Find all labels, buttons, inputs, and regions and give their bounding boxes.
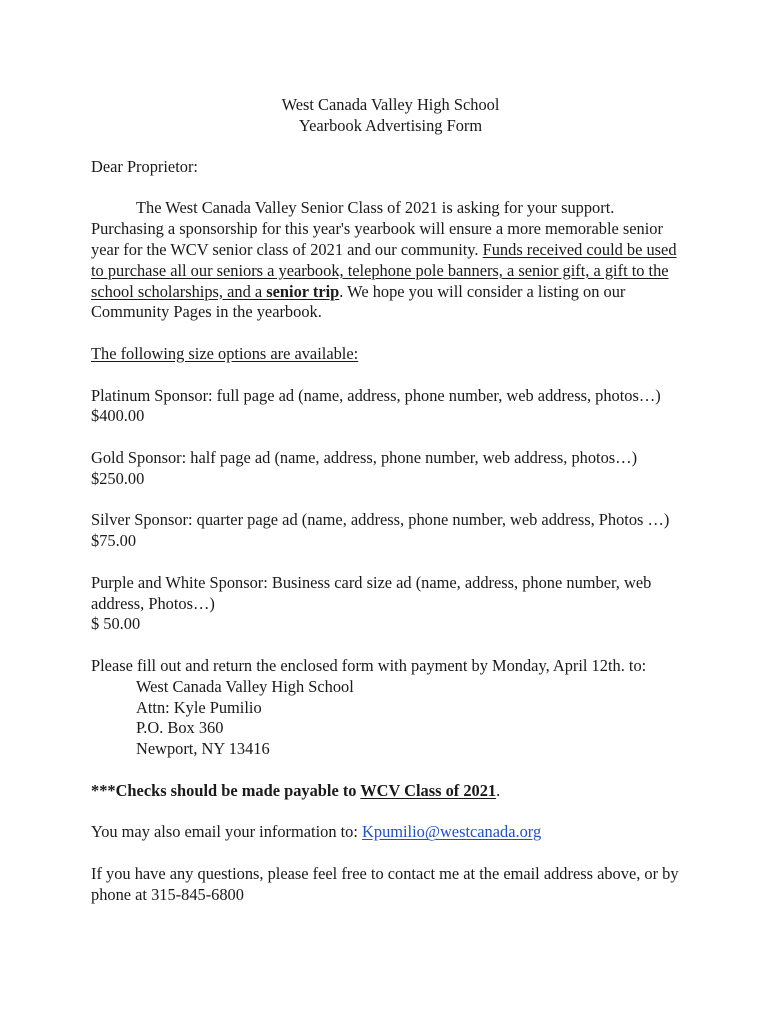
intro-closing: . We hope you will consider a listing on our Community Pages in the yearbook. — [91, 281, 626, 322]
letter-header — [90, 94, 691, 136]
intro-paragraph — [91, 198, 691, 323]
intro-senior-trip: senior trip — [266, 281, 340, 301]
intro-funds-underlined: Funds received could be used to purchase all our seniors a yearbook, telephone pole banners, a senior gift, a gift to the school scholarships, and a — [91, 239, 677, 301]
options-heading: The following size options are available: — [91, 343, 359, 363]
checks-payee: WCV Class of 2021 — [360, 780, 497, 800]
school-name: West Canada Valley High School — [281, 95, 500, 114]
email-line — [91, 822, 691, 843]
mailing-address — [91, 677, 691, 760]
address-line-4: Newport, NY 13416 — [136, 739, 270, 759]
form-title: Yearbook Advertising Form — [298, 116, 483, 135]
sponsor-gold: Gold Sponsor: half page ad (name, address, phone number, web address, photos…) $250.00 — [91, 447, 638, 488]
checks-prefix: ***Checks should be made payable to — [91, 780, 361, 800]
intro-text: The West Canada Valley Senior Class of 2021 is asking for your support. Purchasing a sponsorship for this year's yearbook will ensure a more memorable senior year for the WCV senior class of 2021 and our community. — [91, 198, 663, 259]
return-instructions: Please fill out and return the enclosed form with payment by Monday, April 12th. to: — [91, 655, 647, 675]
address-line-2: Attn: Kyle Pumilio — [136, 697, 262, 717]
checks-suffix: . — [496, 780, 501, 800]
sponsor-purple-white: Purple and White Sponsor: Business card size ad (name, address, phone number, web address, Photos…) — [91, 572, 652, 613]
questions-paragraph: If you have any questions, please feel free to contact me at the email address above, or by phone at 315-845-6800 — [91, 863, 679, 904]
letter-body — [91, 94, 691, 905]
address-line-1: West Canada Valley High School — [136, 676, 354, 696]
email-line-text: You may also email your information to: — [91, 822, 363, 842]
sponsor-platinum: Platinum Sponsor: full page ad (name, address, phone number, web address, photos…) $400.00 — [91, 385, 661, 426]
salutation: Dear Proprietor: — [91, 156, 198, 176]
sponsor-purple-white-price: $ 50.00 — [91, 614, 141, 634]
email-link[interactable]: Kpumilio@westcanada.org — [362, 822, 542, 842]
sponsor-silver: Silver Sponsor: quarter page ad (name, address, phone number, web address, Photos …) $75.00 — [91, 510, 670, 551]
address-line-3: P.O. Box 360 — [136, 718, 224, 738]
checks-note — [91, 781, 691, 802]
